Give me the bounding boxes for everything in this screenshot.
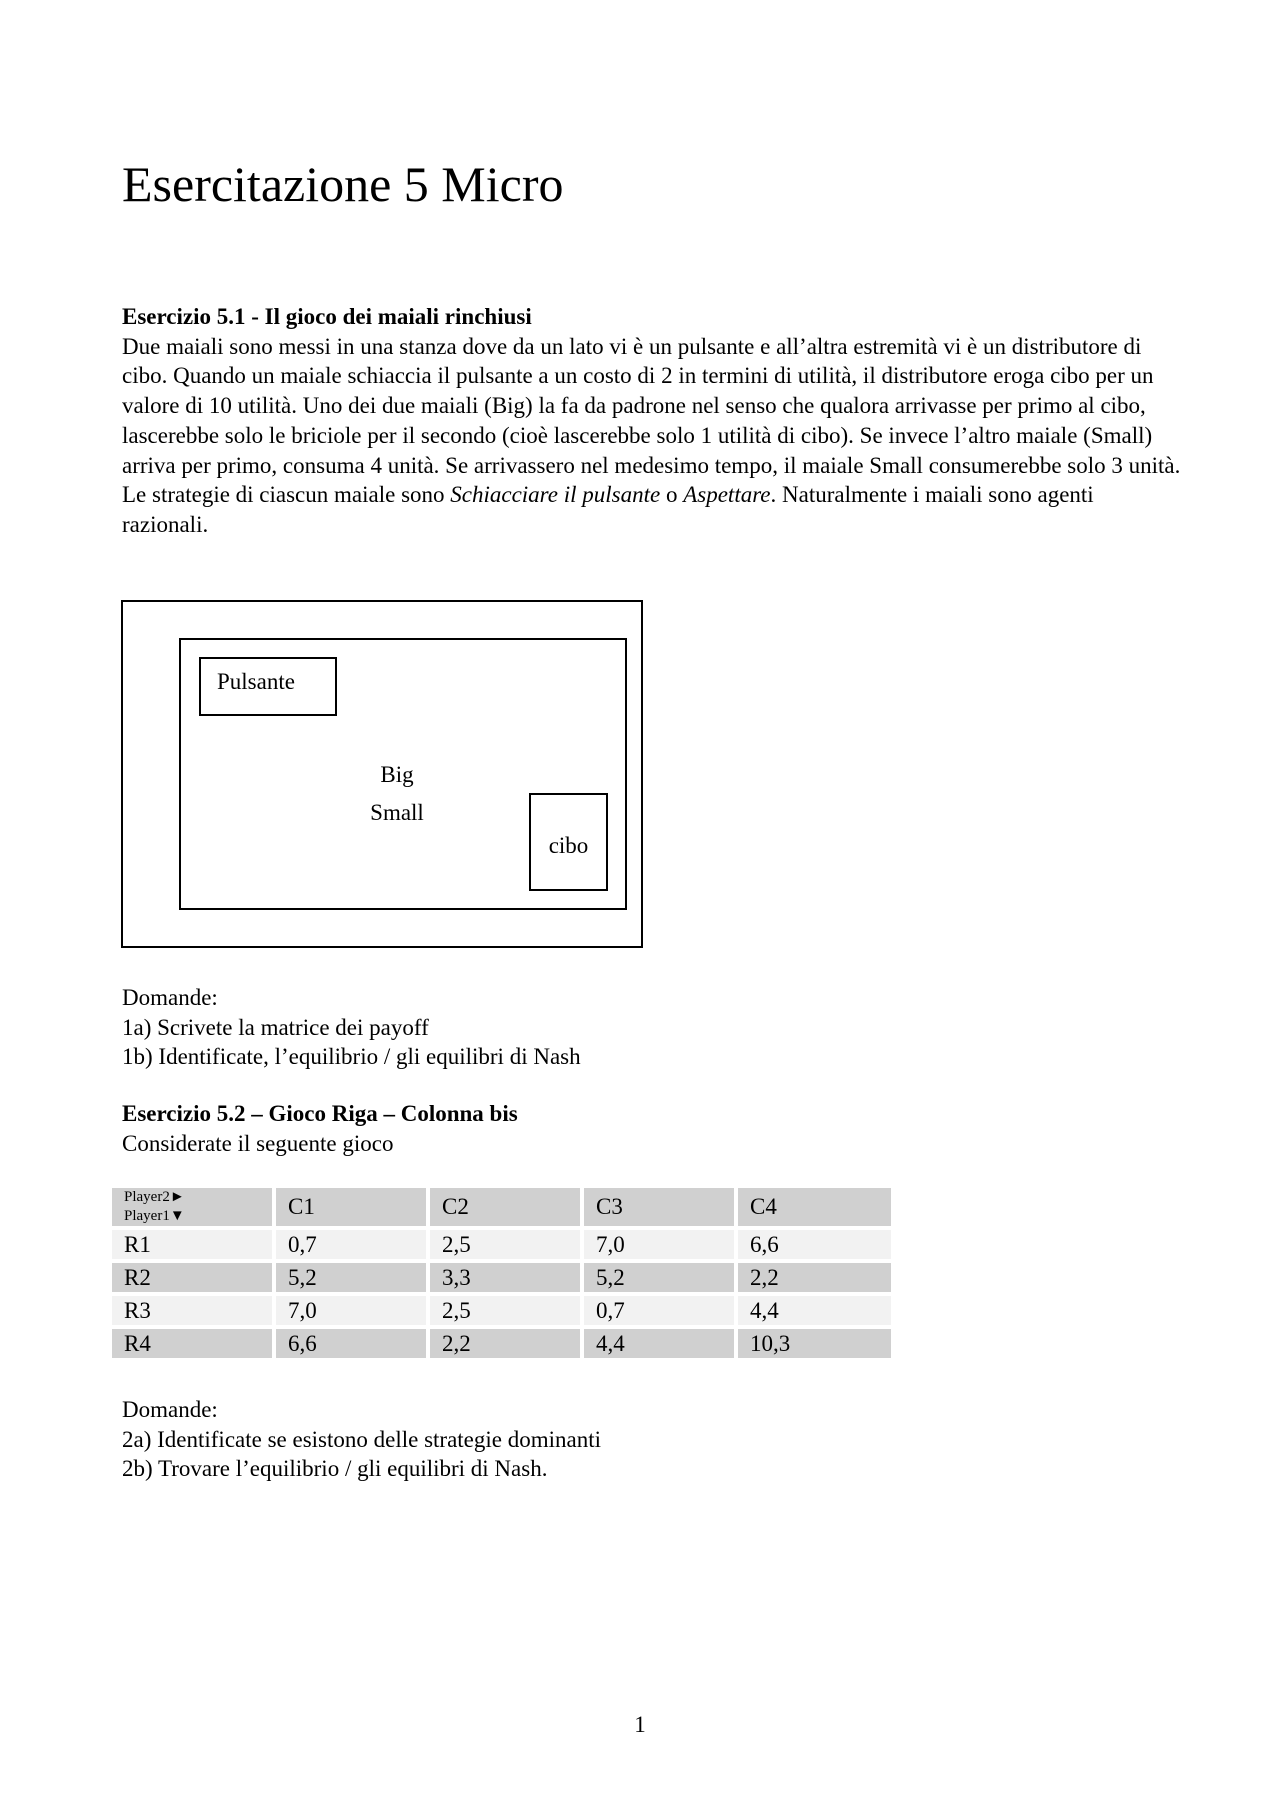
column-header: C4 xyxy=(738,1188,891,1226)
payoff-table xyxy=(108,1184,895,1362)
corner-player1: Player1▼ xyxy=(124,1208,185,1224)
row-label: R2 xyxy=(112,1263,272,1292)
questions-label: Domande: xyxy=(122,985,218,1010)
row-label: R4 xyxy=(112,1329,272,1358)
table-cell: 6,6 xyxy=(738,1230,891,1259)
exercise-2-intro: Considerate il seguente gioco xyxy=(122,1130,394,1156)
table-header-row xyxy=(112,1188,891,1226)
question-2a: 2a) Identificate se esistono delle strategie dominanti xyxy=(122,1426,602,1452)
diagram-food-box: cibo xyxy=(529,793,608,891)
diagram-button-box: Pulsante xyxy=(199,657,337,716)
question-1a: 1a) Scrivete la matrice dei payoff xyxy=(122,1014,429,1040)
exercise-1-body xyxy=(122,332,1182,540)
table-cell: 10,3 xyxy=(738,1329,891,1358)
exercise-2-questions xyxy=(122,1395,1182,1484)
page-number: 1 xyxy=(634,1712,646,1737)
exercise-2-section xyxy=(122,1099,1182,1158)
questions-label: Domande: xyxy=(122,1397,218,1422)
strategy-wait: Aspettare xyxy=(683,482,771,508)
table-row xyxy=(112,1263,891,1292)
row-label: R3 xyxy=(112,1296,272,1325)
table-row xyxy=(112,1329,891,1358)
table-cell: 7,0 xyxy=(584,1230,734,1259)
table-cell: 0,7 xyxy=(276,1230,426,1259)
page-title: Esercitazione 5 Micro xyxy=(122,156,564,212)
column-header: C2 xyxy=(430,1188,580,1226)
exercise-1-section xyxy=(122,302,1182,540)
table-row xyxy=(112,1296,891,1325)
table-cell: 5,2 xyxy=(584,1263,734,1292)
table-cell: 0,7 xyxy=(584,1296,734,1325)
exercise-1-questions xyxy=(122,983,1182,1072)
question-2b: 2b) Trovare l’equilibrio / gli equilibri di Nash. xyxy=(122,1456,548,1482)
table-cell: 2,2 xyxy=(430,1329,580,1358)
strategy-press-button: Schiacciare il pulsante xyxy=(450,482,661,508)
table-corner-cell xyxy=(112,1188,272,1226)
table-cell: 2,5 xyxy=(430,1296,580,1325)
exercise-2-heading: Esercizio 5.2 – Gioco Riga – Colonna bis xyxy=(122,1101,518,1126)
table-row xyxy=(112,1230,891,1259)
table-cell: 5,2 xyxy=(276,1263,426,1292)
strategy-connector: o xyxy=(660,482,684,508)
column-header: C1 xyxy=(276,1188,426,1226)
corner-player2: Player2► xyxy=(124,1189,185,1205)
table-cell: 2,5 xyxy=(430,1230,580,1259)
table-cell: 6,6 xyxy=(276,1329,426,1358)
row-label: R1 xyxy=(112,1230,272,1259)
table-cell: 4,4 xyxy=(738,1296,891,1325)
exercise-1-body-part1: Due maiali sono messi in una stanza dove da un lato vi è un pulsante e all’altra estremità vi è un distributore di cibo. Quando un maiale schiaccia il pulsante a un costo di 2 in termini di utilità, il distributore eroga cibo per un valore di 10 utilità. Uno dei due maiali (Big) la fa da padrone nel senso che qualora arrivasse per primo al cibo, lascerebbe solo le briciole per il secondo (cioè lascerebbe solo 1 utilità di cibo). Se invece l’altro maiale (Small) arriva per primo, consuma 4 unità. Se arrivassero nel medesimo tempo, il maiale Small consumerebbe solo 3 unità. Le strategie di ciascun maiale sono xyxy=(122,333,1181,508)
column-header: C3 xyxy=(584,1188,734,1226)
diagram-small-label: Small xyxy=(370,800,424,825)
table-cell: 7,0 xyxy=(276,1296,426,1325)
question-1b: 1b) Identificate, l’equilibrio / gli equilibri di Nash xyxy=(122,1044,581,1070)
diagram-big-label: Big xyxy=(380,762,414,787)
table-cell: 4,4 xyxy=(584,1329,734,1358)
exercise-1-body-part2: . Naturalmente i maiali sono agenti razionali. xyxy=(122,482,1094,537)
table-cell: 2,2 xyxy=(738,1263,891,1292)
table-cell: 3,3 xyxy=(430,1263,580,1292)
exercise-1-heading: Esercizio 5.1 - Il gioco dei maiali rinchiusi xyxy=(122,304,532,329)
